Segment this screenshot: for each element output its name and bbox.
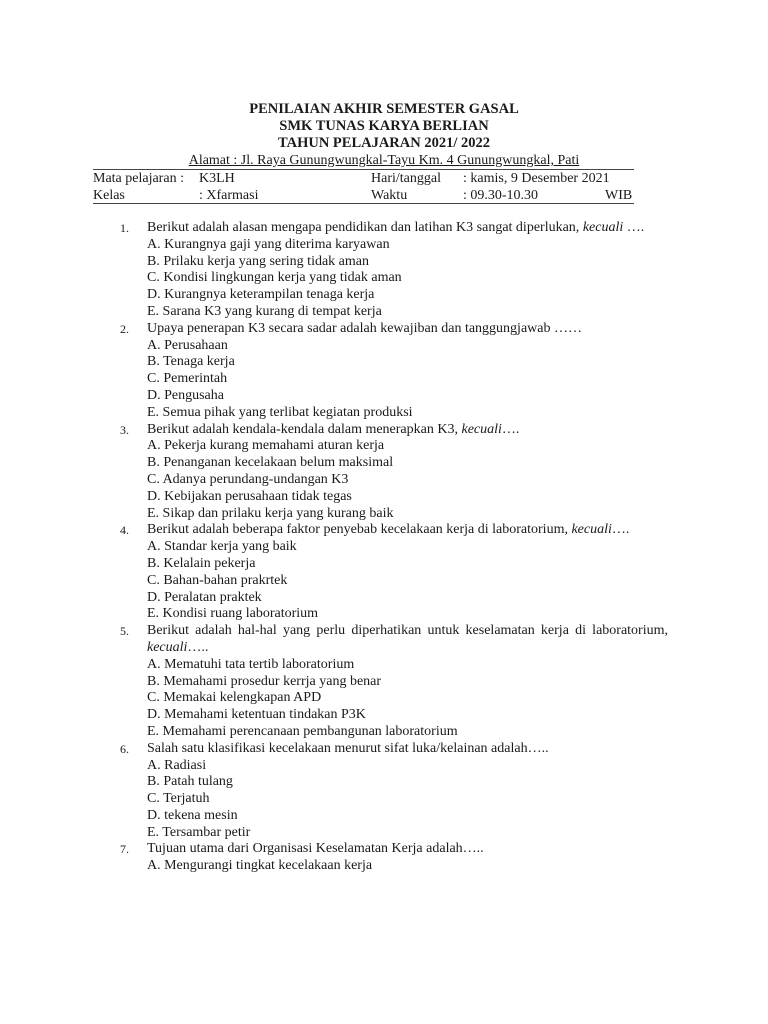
question-number: 5. — [120, 624, 129, 639]
info-row-class — [93, 187, 635, 204]
answer-option: A. Kurangnya gaji yang diterima karyawan — [147, 236, 390, 252]
school-address: Alamat : Jl. Raya Gunungwungkal-Tayu Km. 4 Gunungwungkal, Pati — [188, 153, 580, 168]
answer-option: E. Sarana K3 yang kurang di tempat kerja — [147, 303, 382, 319]
answer-options — [120, 758, 668, 842]
question-text — [147, 522, 668, 539]
question-list — [120, 220, 668, 875]
answer-options — [120, 438, 668, 522]
answer-option: A. Perusahaan — [147, 337, 228, 353]
question-exception-word: kecuali — [147, 639, 188, 655]
question-item — [120, 422, 668, 523]
answer-option: D. Memahami ketentuan tindakan P3K — [147, 707, 366, 723]
academic-year: TAHUN PELAJARAN 2021/ 2022 — [278, 135, 490, 151]
answer-options — [120, 657, 668, 741]
question-item — [120, 623, 668, 741]
answer-option: B. Penanganan kecelakaan belum maksimal — [147, 455, 394, 471]
question-body: Berikut adalah alasan mengapa pendidikan dan latihan K3 sangat diperlukan, — [147, 220, 580, 235]
answer-option: E. Sikap dan prilaku kerja yang kurang baik — [147, 505, 394, 521]
question-body: Berikut adalah beberapa faktor penyebab kecelakaan kerja di laboratorium, — [147, 522, 568, 538]
answer-option: E. Semua pihak yang terlibat kegiatan produksi — [147, 404, 413, 420]
info-divider — [93, 203, 634, 204]
answer-option: D. Kebijakan perusahaan tidak tegas — [147, 488, 352, 504]
question-item — [120, 522, 668, 623]
question-body: Salah satu klasifikasi kecelakaan menurut sifat luka/kelainan adalah….. — [147, 740, 549, 756]
question-number: 1. — [120, 221, 129, 235]
day-label: Hari/tanggal — [371, 171, 441, 186]
answer-option: E. Kondisi ruang laboratorium — [147, 606, 319, 622]
answer-option: C. Memakai kelengkapan APD — [147, 690, 322, 706]
answer-option: D. Peralatan praktek — [147, 589, 262, 605]
answer-option: D. Kurangnya keterampilan tenaga kerja — [147, 287, 375, 303]
answer-option: A. Standar kerja yang baik — [147, 539, 297, 555]
question-exception-word: kecuali — [461, 421, 502, 437]
answer-option: E. Memahami perencanaan pembangunan laboratorium — [147, 723, 458, 739]
answer-option: A. Pekerja kurang memahami aturan kerja — [147, 438, 385, 454]
question-ellipsis: …. — [623, 220, 645, 235]
answer-options — [120, 858, 668, 875]
question-body: Berikut adalah hal-hal yang perlu diperhatikan untuk keselamatan kerja di laboratorium, — [147, 623, 668, 639]
info-row-subject — [93, 170, 635, 187]
answer-option: C. Pemerintah — [147, 371, 228, 387]
exam-header — [0, 101, 768, 169]
answer-option: A. Mengurangi tingkat kecelakaan kerja — [147, 858, 373, 874]
answer-option: B. Prilaku kerja yang sering tidak aman — [147, 253, 369, 269]
answer-option: B. Memahami prosedur kerrja yang benar — [147, 673, 382, 689]
exam-title: PENILAIAN AKHIR SEMESTER GASAL — [249, 101, 519, 117]
question-number: 3. — [120, 422, 129, 437]
answer-options — [120, 338, 668, 422]
question-text — [147, 623, 668, 657]
question-text — [147, 220, 668, 237]
question-text — [147, 741, 668, 758]
question-body: Upaya penerapan K3 secara sadar adalah kewajiban dan tanggungjawab …… — [147, 320, 582, 336]
answer-option: C. Terjatuh — [147, 791, 210, 807]
answer-option: C. Kondisi lingkungan kerja yang tidak aman — [147, 270, 402, 286]
answer-options — [120, 539, 668, 623]
question-ellipsis: …. — [501, 421, 520, 437]
answer-options — [120, 237, 668, 321]
time-zone: WIB — [605, 188, 633, 203]
question-exception-word: kecuali — [571, 522, 612, 538]
question-number: 6. — [120, 741, 129, 756]
subject-label: Mata pelajaran : — [93, 171, 184, 186]
question-ellipsis: …. — [611, 522, 630, 538]
time-value: : 09.30-10.30 — [463, 188, 539, 203]
question-exception-word: kecuali — [582, 220, 624, 235]
answer-option: B. Patah tulang — [147, 774, 233, 790]
question-number: 2. — [120, 321, 129, 336]
question-ellipsis: ….. — [187, 639, 209, 655]
day-value: : kamis, 9 Desember 2021 — [463, 171, 610, 186]
question-text — [147, 321, 668, 338]
question-item — [120, 321, 668, 422]
answer-option: E. Tersambar petir — [147, 824, 251, 840]
answer-option: B. Tenaga kerja — [147, 354, 235, 370]
answer-option: C. Bahan-bahan prakrtek — [147, 572, 288, 588]
question-body: Tujuan utama dari Organisasi Keselamatan Kerja adalah….. — [147, 841, 484, 857]
answer-option: A. Mematuhi tata tertib laboratorium — [147, 656, 355, 672]
question-number: 7. — [120, 842, 129, 857]
class-value: : Xfarmasi — [199, 188, 259, 203]
answer-option: C. Adanya perundang-undangan K3 — [147, 471, 349, 487]
question-item — [120, 220, 668, 321]
question-number: 4. — [120, 523, 129, 538]
question-item — [120, 741, 668, 842]
question-text — [147, 841, 668, 858]
answer-option: D. Pengusaha — [147, 387, 224, 403]
answer-option: A. Radiasi — [147, 757, 207, 773]
time-label: Waktu — [371, 188, 408, 203]
answer-option: D. tekena mesin — [147, 807, 238, 823]
question-text — [147, 422, 668, 439]
answer-option: B. Kelalain pekerja — [147, 555, 256, 571]
school-name: SMK TUNAS KARYA BERLIAN — [279, 118, 489, 134]
class-label: Kelas — [93, 188, 125, 203]
question-body: Berikut adalah kendala-kendala dalam menerapkan K3, — [147, 421, 458, 437]
question-item — [120, 841, 668, 875]
subject-value: K3LH — [199, 171, 235, 186]
